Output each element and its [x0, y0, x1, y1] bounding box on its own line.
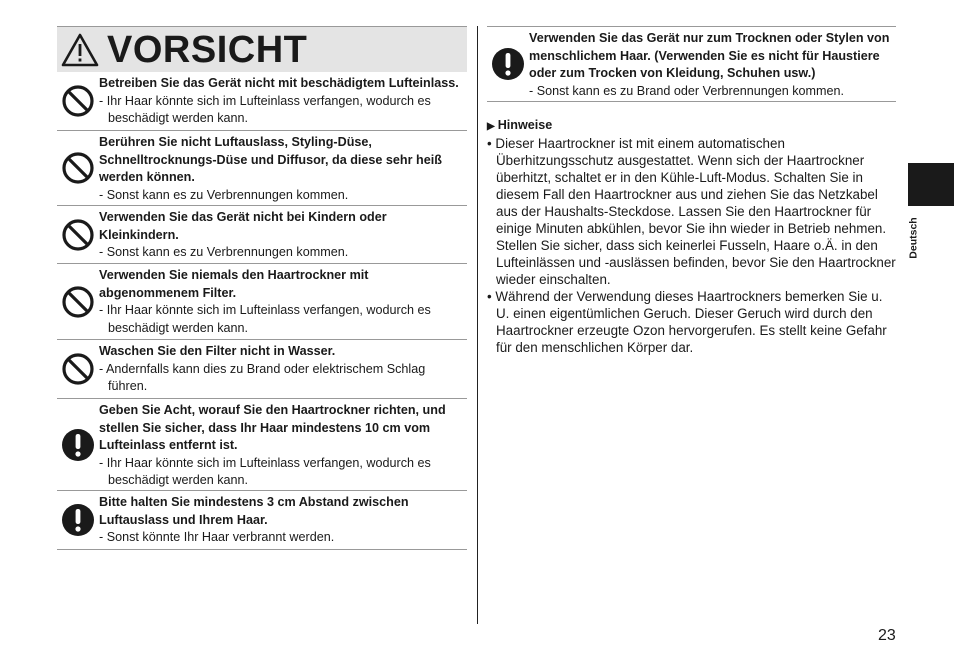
caution-text: Betreiben Sie das Gerät nicht mit beschädigtem Lufteinlass.	[99, 76, 459, 90]
exclamation-icon	[487, 27, 529, 101]
caution-note: - Ihr Haar könnte sich im Lufteinlass verfangen, wodurch es beschädigt werden kann.	[99, 455, 431, 487]
caution-item	[57, 131, 467, 206]
prohibition-icon	[57, 131, 99, 205]
language-tab-marker	[908, 163, 954, 206]
caution-note: - Sonst kann es zu Verbrennungen kommen.	[99, 245, 349, 259]
caution-text: Verwenden Sie das Gerät nicht bei Kindern oder Kleinkindern.	[99, 210, 387, 242]
caution-item	[57, 72, 467, 131]
caution-item	[487, 26, 896, 102]
notes-section	[487, 117, 896, 356]
caution-text: Waschen Sie den Filter nicht in Wasser.	[99, 344, 336, 358]
caution-text: Berühren Sie nicht Luftauslass, Styling-Düse, Schnelltrocknungs-Düse und Diffusor, da diese sehr heiß werden können.	[99, 135, 442, 184]
caution-note: - Sonst kann es zu Brand oder Verbrennungen kommen.	[529, 83, 845, 98]
caution-note: - Ihr Haar könnte sich im Lufteinlass verfangen, wodurch es beschädigt werden kann.	[99, 93, 431, 125]
prohibition-icon	[57, 264, 99, 339]
notes-title: Hinweise	[497, 118, 553, 132]
warning-triangle-icon	[61, 33, 99, 67]
caution-text: Verwenden Sie das Gerät nur zum Trocknen oder Stylen von menschlichem Haar. (Verwenden Sie es nicht für Haustiere oder zum Trocken von Kleidung, Schuhen usw.)	[529, 31, 890, 80]
language-label	[905, 212, 923, 264]
caution-item	[57, 340, 467, 399]
caution-item-body	[99, 399, 467, 490]
caution-item-body	[99, 72, 467, 130]
notes-bullet: • Während der Verwendung dieses Haartrockners bemerken Sie u. U. einen eigentümlichen Geruch. Dieser Geruch wird durch den Haartrockner erzeugte Ozon hervorgerufen. Es stellt keine Gefahr für den menschlichen Körper dar.	[487, 289, 887, 355]
caution-item	[57, 206, 467, 264]
right-column	[487, 26, 896, 356]
triangle-right-icon: ▶	[487, 121, 495, 132]
caution-note: - Andernfalls kann dies zu Brand oder elektrischem Schlag führen.	[99, 361, 426, 393]
prohibition-icon	[57, 206, 99, 263]
caution-item-body	[529, 27, 896, 101]
page-title: VORSICHT	[107, 28, 308, 71]
language-label-text: Deutsch	[908, 217, 920, 259]
caution-note: - Ihr Haar könnte sich im Lufteinlass verfangen, wodurch es beschädigt werden kann.	[99, 303, 431, 335]
prohibition-icon	[57, 340, 99, 398]
caution-item	[57, 399, 467, 491]
caution-item-body	[99, 264, 467, 339]
notes-bullet: • Dieser Haartrockner ist mit einem automatischen Überhitzungsschutz ausgestattet. Wenn sich der Haartrockner überhitzt, schaltet er in den Kühle-Luft-Modus. Schalten Sie in diesem Fall den Haartrockner aus und ziehen Sie das Netzkabel aus der Haushalts-Steckdose. Lassen Sie den Haartrockner für einige Minuten abkühlen, bevor Sie ihn wieder in Betrieb nehmen. Stellen Sie sicher, dass sich keinerlei Fusseln, Haare o.Ä. in den Lufteinlässen und -auslässen befinden, bevor Sie den Haartrockner wieder einschalten.	[487, 136, 896, 287]
notes-heading	[487, 117, 896, 135]
prohibition-icon	[57, 72, 99, 130]
caution-text: Bitte halten Sie mindestens 3 cm Abstand zwischen Luftauslass und Ihrem Haar.	[99, 495, 409, 527]
caution-title-bar	[57, 26, 467, 72]
caution-text: Geben Sie Acht, worauf Sie den Haartrockner richten, und stellen Sie sicher, dass Ihr Haar mindestens 10 cm vom Lufteinlass entfernt ist.	[99, 403, 446, 452]
caution-note: - Sonst kann es zu Verbrennungen kommen.	[99, 187, 349, 202]
caution-item	[57, 264, 467, 340]
caution-item-body	[99, 340, 467, 398]
column-divider	[477, 26, 478, 624]
page-number: 23	[878, 627, 896, 644]
caution-note: - Sonst könnte Ihr Haar verbrannt werden.	[99, 530, 335, 544]
caution-item	[57, 491, 467, 550]
exclamation-icon	[57, 399, 99, 490]
caution-section	[57, 26, 467, 550]
caution-item-body	[99, 131, 467, 205]
exclamation-icon	[57, 491, 99, 549]
caution-text: Verwenden Sie niemals den Haartrockner mit abgenommenem Filter.	[99, 268, 369, 300]
caution-item-body	[99, 491, 467, 549]
caution-item-body	[99, 206, 467, 263]
